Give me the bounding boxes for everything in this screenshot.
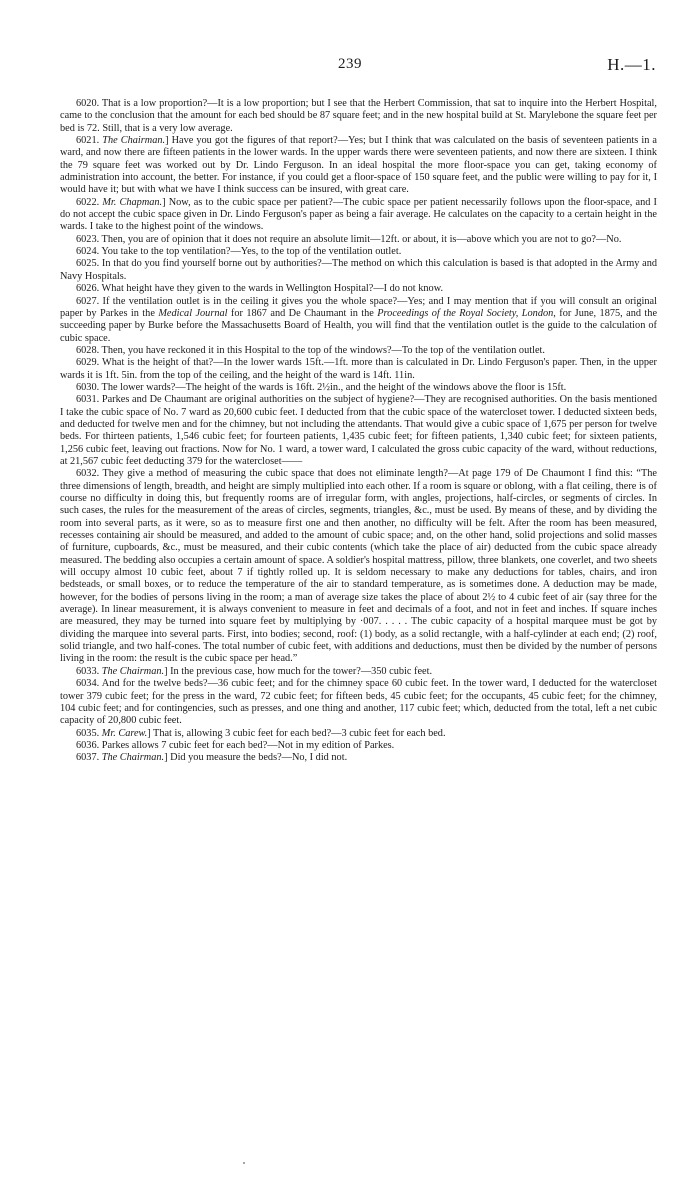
paragraph-6029: 6029. What is the height of that?—In the lower wards 15ft.—1ft. more than is calculated in Dr. Lindo Ferguson's paper. Then, in the upper wards it is 1ft. 5in. from the top of the ceiling, and the height of the ward is 14ft. 11in. <box>60 357 657 381</box>
paragraph-6030: 6030. The lower wards?—The height of the wards is 16ft. 2½in., and the height of the windows above the floor is 15ft. <box>76 381 567 393</box>
print-speck <box>243 1162 245 1164</box>
paragraph-6033: 6033. The Chairman.] In the previous case, how much for the tower?—350 cubic feet. <box>76 665 433 677</box>
paragraph-6036: 6036. Parkes allows 7 cubic feet for each bed?—Not in my edition of Parkes. <box>76 739 395 751</box>
paragraph-6031: 6031. Parkes and De Chaumant are original authorities on the subject of hygiene?—They are recognised authorities. On the basis mentioned I take the cubic space of No. 7 ward as 20,600 cubic feet. I deducted from that the cubic space of the watercloset tower. I deducted sixteen beds, and deducted for twelve men and for the chimney, but not including the attendants. That would give a cubic space of 1,675 per person for twelve beds. For thirteen patients, 1,546 cubic feet; for fourteen patients, 1,435 cubic feet; for fifteen patients, 1,340 cubic feet; for sixteen patients, 1,256 cubic feet, leaving out fractions. Now for No. 1 ward, a tower ward, I calculated the gross cubic capacity of the ward, without reductions, at 21,567 cubic feet deducting 379 for the watercloset—— <box>60 394 657 467</box>
paragraph-6027: 6027. If the ventilation outlet is in the ceiling it gives you the whole space?—Yes; and I may mention that if you will consult an original paper by Parkes in the Medical Journal for 1867 and De Chaumant in the Proceedings of the Royal Society, London, for June, 1875, and the succeeding paper by Burke before the Massachusetts Board of Health, you will find that the ventilation outlet is the guide to the calculation of cubic space. <box>60 295 658 344</box>
paragraph-6024: 6024. You take to the top ventilation?—Yes, to the top of the ventilation outlet. <box>76 246 402 258</box>
paragraph-6034: 6034. And for the twelve beds?—36 cubic feet; and for the chimney space 60 cubic feet. In the tower ward, I deducted for the watercloset tower 379 cubic feet; for the press in the ward, 72 cubic feet; for fifteen beds, 45 cubic feet; for the occupants, 45 cubic feet; for the chimney, 104 cubic feet; and for contingencies, such as presses, and one thing and another, 117 cubic feet; which, deducted from the total, left a net cubic capacity of 20,800 cubic feet. <box>60 678 657 727</box>
paragraph-6020: 6020. That is a low proportion?—It is a low proportion; but I see that the Herbert Commission, that sat to inquire into the Herbert Hospital, came to the conclusion that the amount for each bed should be 87 square feet; and in the new hospital build at St. Marylebone the square feet per bed is 72. Still, that is a very low average. <box>60 98 657 134</box>
testimony-body <box>60 98 657 765</box>
paragraph-6023: 6023. Then, you are of opinion that it does not require an absolute limit—12ft. or about, it is—above which you are not to go?—No. <box>76 233 622 245</box>
paragraph-6035: 6035. Mr. Carew.] That is, allowing 3 cubic feet for each bed?—3 cubic feet for each bed. <box>76 727 446 739</box>
document-reference: H.—1. <box>607 55 656 74</box>
paragraph-6026: 6026. What height have they given to the wards in Wellington Hospital?—I do not know. <box>76 283 444 295</box>
paragraph-6021: 6021. The Chairman.] Have you got the figures of that report?—Yes; but I think that was calculated on the basis of seventeen patients in a ward, and now there are fifteen patients in the lower wards. In the upper wards there were seventeen patients, and now there are sixteen. I think the 79 square feet was worked out by Dr. Lindo Ferguson. In an ideal hospital the more floor-space you can get, taking economy of administration into account, the better. For instance, if you could get a floor-space of 150 square feet, and the public were willing to pay for it, I would have it; but with what we have I think success can be insured, with great care. <box>60 135 657 196</box>
paragraph-6037: 6037. The Chairman.] Did you measure the beds?—No, I did not. <box>76 752 348 764</box>
page-number: 239 <box>338 56 362 72</box>
paragraph-6022: 6022. Mr. Chapman.] Now, as to the cubic space per patient?—The cubic space per patient necessarily follows upon the floor-space, and I do not accept the cubic space given in Dr. Lindo Ferguson's paper as being a fair average. He calculates on the capacity to a certain height in the wards. I take to the highest point of the windows. <box>60 196 657 233</box>
paragraph-6032: 6032. They give a method of measuring the cubic space that does not eliminate length?—At page 179 of De Chaumont I find this: “The three dimensions of length, breadth, and height are simply multiplied into each other. If a room is square or oblong, with a flat ceiling, there is of course no difficulty in doing this, but frequently rooms are of irregular form, with angles, projections, half-circles, or segments of circles. In such cases, the rules for the measurement of the areas of circles, segments, triangles, &c., must be used. By means of these, and by dividing the room into several parts, as it were, so as to measure first one and then another, no difficulty will be felt. After the room has been measured, recesses containing air should be measured, and added to the amount of cubic space; and, on the other hand, solid projections and solid masses of furniture, cupboards, &c., must be measured, and their cubic contents (which take the place of air) deducted from the cubic space already measured. The bedding also occupies a certain amount of space. A soldier's hospital mattress, pillow, three blankets, one coverlet, and two sheets will occupy almost 10 cubic feet, about 7 if tightly rolled up. It is seldom necessary to make any deductions for tables, chairs, and iron bedsteads, or small boxes, or to reduce the temperature of the air to standard temperature, as is sometimes done. A deduction may be made, however, for the bodies of persons living in the room; a man of average size takes the place of about 2½ to 4 cubic feet of air (say three for the average). In linear measurement, it is always convenient to measure in feet and decimals of a foot, and not in feet and inches. If square inches are measured, they may be turned into square feet by multiplying by ·007. . . . . The cubic capacity of a hospital marquee must be got by dividing the marquee into several parts. First, into bodies; second, roof: (1) body, as a solid rectangle, with a half-cylinder at each end; (2) roof, solid triangle, and two half-cones. The total number of cubic feet, with additions and deductions, must then be divided by the number of persons living in the room: the result is the cubic space per head.” <box>60 468 657 665</box>
paragraph-6028: 6028. Then, you have reckoned it in this Hospital to the top of the windows?—To the top of the ventilation outlet. <box>76 344 545 356</box>
paragraph-6025: 6025. In that do you find yourself borne out by authorities?—The method on which this calculation is based is that adopted in the Army and Navy Hospitals. <box>60 258 657 282</box>
